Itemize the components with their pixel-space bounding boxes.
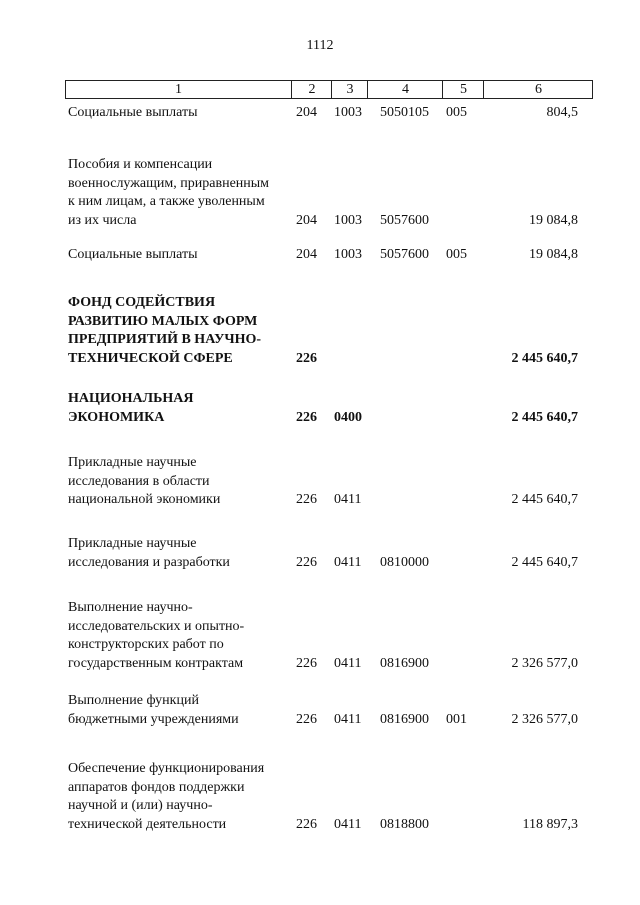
row-c2: 204 (296, 247, 317, 262)
row-name-line: исследовательских и опытно- (68, 618, 245, 634)
row-c2: 226 (296, 655, 317, 671)
row-name-line: Выполнение функций (68, 693, 199, 708)
row-name-line: Социальные выплаты (68, 247, 198, 262)
row-c6: 118 897,3 (522, 816, 578, 832)
table-header (65, 80, 593, 99)
row-c6: 19 084,8 (529, 247, 578, 262)
row-c2: 226 (296, 711, 317, 727)
row-c3: 1003 (334, 105, 362, 120)
header-col-6: 6 (483, 81, 593, 98)
row-c2: 226 (296, 816, 317, 832)
row-c6: 2 445 640,7 (511, 409, 578, 425)
row-name-line: ЭКОНОМИКА (68, 409, 165, 425)
row-name-line: ФОНД СОДЕЙСТВИЯ (68, 295, 216, 310)
row-name-line: ТЕХНИЧЕСКОЙ СФЕРЕ (68, 350, 233, 366)
row-name-line: исследования и разработки (68, 554, 230, 570)
row-c2: 204 (296, 105, 317, 120)
row-name-line: государственным контрактам (68, 655, 244, 671)
row-name-line: аппаратов фондов поддержки (68, 779, 245, 795)
row-c2: 204 (296, 212, 317, 228)
row-c5: 005 (446, 105, 467, 120)
row-c3: 0411 (334, 816, 362, 832)
row-name-line: Социальные выплаты (68, 105, 198, 120)
row-c6: 2 326 577,0 (511, 711, 578, 727)
row-name-line: Обеспечение функционирования (68, 761, 265, 776)
row-name-line: научной и (или) научно- (68, 798, 213, 814)
row-name (68, 599, 286, 673)
row-name-line: НАЦИОНАЛЬНАЯ (68, 391, 194, 406)
row-c6: 2 445 640,7 (511, 350, 578, 366)
page-number: 1112 (306, 38, 334, 53)
row-c2: 226 (296, 350, 317, 366)
row-name (68, 156, 286, 230)
row-c2: 226 (296, 409, 317, 425)
row-name-line: Прикладные научные (68, 455, 197, 470)
row-c4: 5057600 (380, 212, 429, 228)
row-name-line: военнослужащим, приравненным (68, 175, 270, 191)
row-c5: 001 (446, 711, 467, 727)
row-c3: 1003 (334, 212, 362, 228)
row-c3: 0411 (334, 554, 362, 570)
row-name (68, 454, 286, 510)
row-c6: 2 326 577,0 (511, 655, 578, 671)
row-c3: 1003 (334, 247, 362, 262)
row-name (68, 692, 286, 729)
row-name (68, 104, 286, 123)
row-name-line: национальной экономики (68, 492, 221, 508)
row-c3: 0411 (334, 655, 362, 671)
row-name-line: технической деятельности (68, 816, 227, 832)
row-c5: 005 (446, 247, 467, 262)
row-name (68, 390, 286, 427)
row-c4: 0816900 (380, 711, 429, 727)
row-c4: 5050105 (380, 105, 429, 120)
header-col-3: 3 (331, 81, 368, 98)
row-name-line: РАЗВИТИЮ МАЛЫХ ФОРМ (68, 313, 258, 329)
header-col-4: 4 (367, 81, 443, 98)
row-c4: 0818800 (380, 816, 429, 832)
row-c6: 804,5 (546, 105, 578, 120)
header-col-1: 1 (175, 82, 182, 97)
row-name-line: Пособия и компенсации (68, 157, 213, 172)
row-name-line: конструкторских работ по (68, 637, 224, 653)
row-c2: 226 (296, 554, 317, 570)
row-c3: 0411 (334, 492, 362, 508)
row-name-line: к ним лицам, а также уволенным (68, 194, 265, 210)
row-c6: 2 445 640,7 (511, 554, 578, 570)
header-col-5: 5 (442, 81, 484, 98)
row-c6: 2 445 640,7 (511, 492, 578, 508)
row-name-line: из их числа (68, 212, 137, 228)
row-name (68, 760, 286, 834)
row-name (68, 535, 286, 572)
row-c3: 0411 (334, 711, 362, 727)
row-name-line: ПРЕДПРИЯТИЙ В НАУЧНО- (68, 332, 262, 348)
row-name-line: исследования в области (68, 473, 210, 489)
row-c4: 5057600 (380, 247, 429, 262)
header-col-2: 2 (291, 81, 332, 98)
row-c2: 226 (296, 492, 317, 508)
row-name (68, 246, 286, 265)
row-c3: 0400 (334, 409, 362, 425)
row-name (68, 294, 286, 368)
row-name-line: Выполнение научно- (68, 600, 193, 615)
row-c4: 0810000 (380, 554, 429, 570)
row-c6: 19 084,8 (529, 212, 578, 228)
row-name-line: бюджетными учреждениями (68, 711, 239, 727)
row-c4: 0816900 (380, 655, 429, 671)
row-name-line: Прикладные научные (68, 536, 197, 551)
